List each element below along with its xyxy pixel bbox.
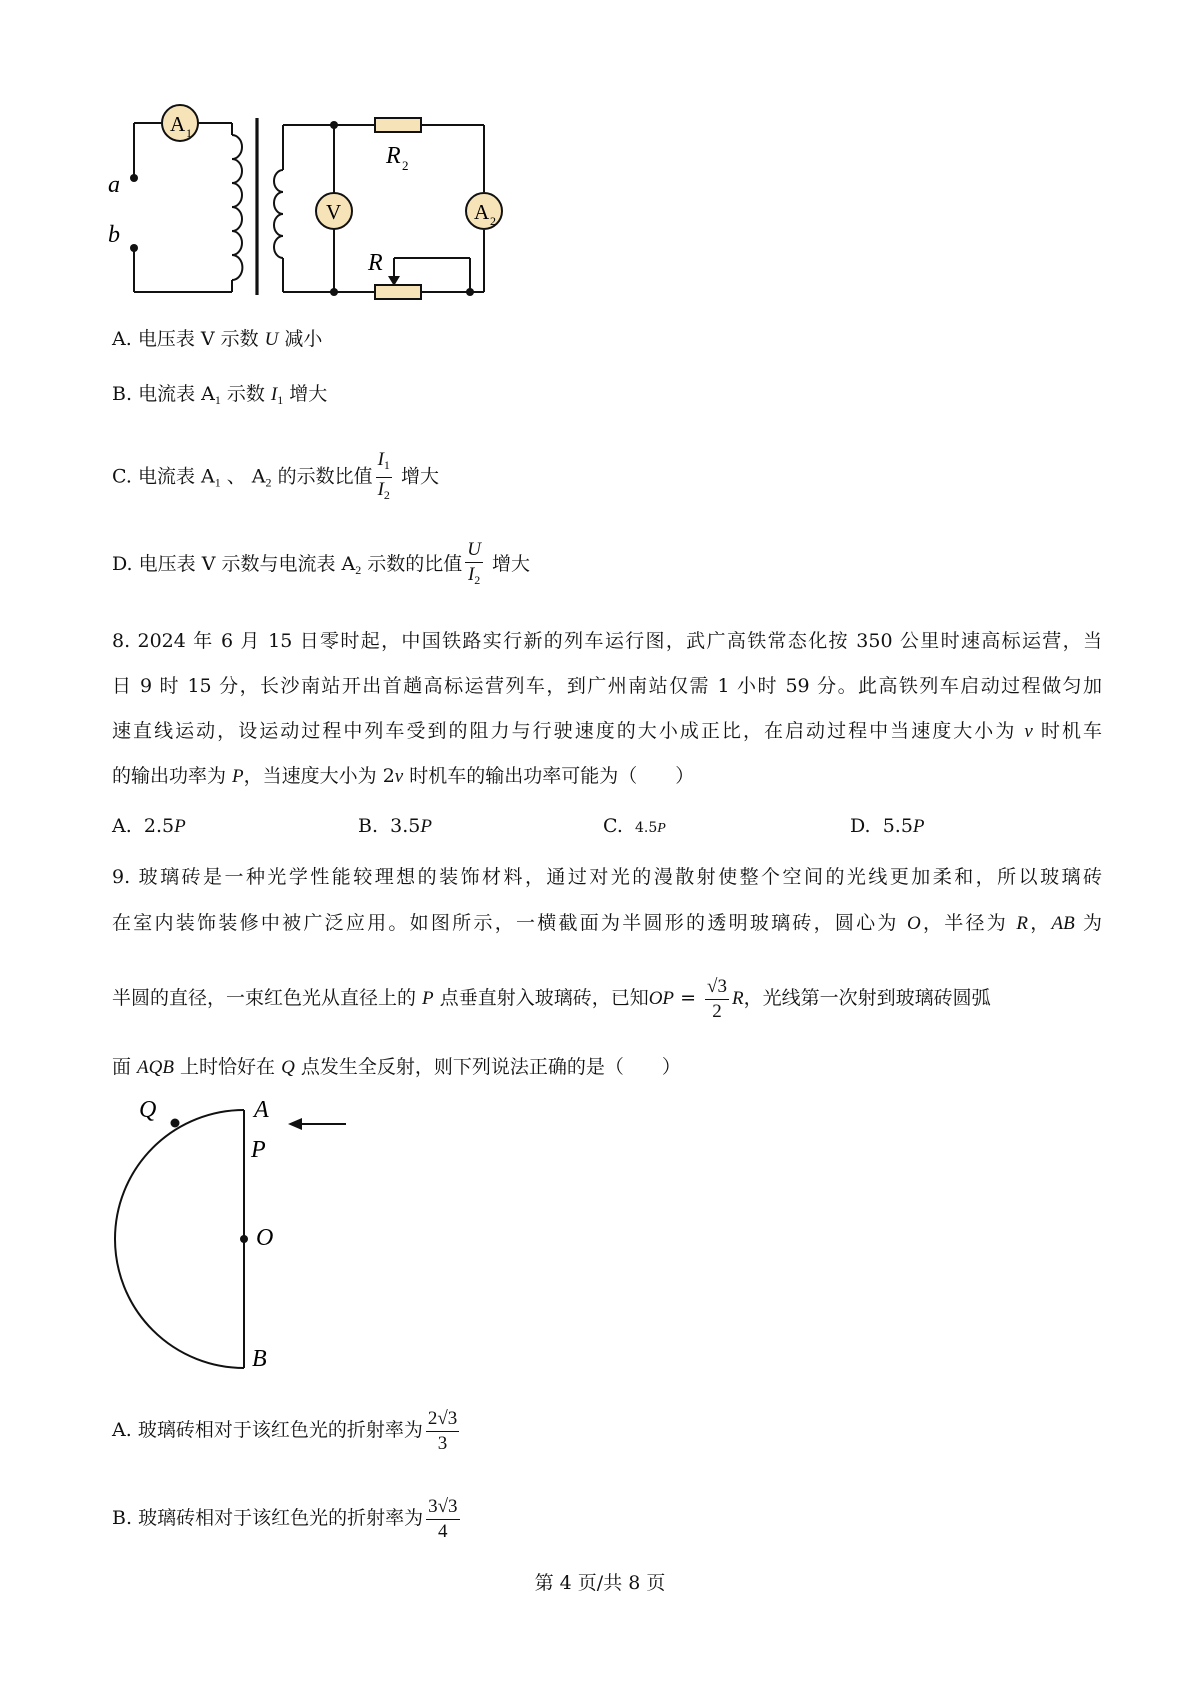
- ammeter-a1: [162, 105, 198, 141]
- terminal-a-dot: [130, 174, 138, 182]
- semicircle-glass-diagram: [100, 1090, 360, 1370]
- q9-line-3: 半圆的直径，一束红色光从直径上的 P 点垂直射入玻璃砖，已知OP = $\frac{√3}{2}$ R，光线第一次射到玻璃砖圆弧: [112, 975, 991, 1022]
- svg-text:V: V: [326, 200, 342, 224]
- svg-text:A: A: [170, 112, 186, 136]
- terminal-b-dot: [130, 244, 138, 252]
- voltmeter-v: [316, 193, 352, 229]
- ratio-i1-i2: $\frac{I_1}{I_2}$: [377, 449, 390, 502]
- rheostat-r: [375, 285, 421, 299]
- q8-option-a: A. 2.5P: [112, 815, 186, 837]
- terminal-a-label: a: [108, 172, 120, 198]
- page-footer: 第 4 页/共 8 页: [534, 1572, 666, 1594]
- rheostat-r-label: R: [368, 250, 383, 276]
- q9-option-b: B. 玻璃砖相对于该红色光的折射率为 $\frac{3√3}{4}$: [112, 1495, 458, 1542]
- svg-text:1: 1: [186, 126, 192, 140]
- op-fraction: $\frac{√3}{2}$: [707, 975, 727, 1022]
- q7-option-d: D. 电压表 V 示数与电流表 $A_2$ 示数的比值 $\frac{U}{I_2}$ 增大: [112, 536, 530, 598]
- point-p-label: P: [251, 1137, 266, 1163]
- ammeter-a2: [466, 193, 502, 229]
- q8-option-c: C. 4.5P: [603, 815, 666, 837]
- resistor-r2: [375, 118, 421, 132]
- q9-line-4: 面 AQB 上时恰好在 Q 点发生全反射，则下列说法正确的是（ ）: [112, 1056, 681, 1078]
- light-ray-arrowhead: [288, 1118, 302, 1130]
- point-a-label: A: [254, 1097, 269, 1123]
- point-o-label: O: [256, 1225, 274, 1251]
- q8-line-1: 8. 2024 年 6 月 15 日零时起，中国铁路实行新的列车运行图，武广高铁常态化按 350 公里时速高标运营，当: [112, 630, 1102, 652]
- resistor-r2-label: R: [386, 143, 401, 169]
- q7-option-c: C. 电流表 $A_1$ 、 $A_2$ 的示数比值 $\frac{I_1}{I_2}$ 增大: [112, 448, 439, 511]
- transformer-circuit-diagram: [95, 95, 495, 300]
- q9-line-1: 9. 玻璃砖是一种光学性能较理想的装饰材料，通过对光的漫散射使整个空间的光线更加柔和，所以玻璃砖: [112, 866, 1102, 888]
- q8-option-d: D. 5.5P: [850, 815, 925, 837]
- point-b-label: B: [252, 1346, 267, 1372]
- refractive-index-b: $\frac{3√3}{4}$: [428, 1495, 458, 1542]
- q8-option-b: B. 3.5P: [358, 815, 432, 837]
- q8-line-4: 的输出功率为 P，当速度大小为 2v 时机车的输出功率可能为（ ）: [112, 765, 695, 787]
- q8-line-2: 日 9 时 15 分，长沙南站开出首趟高标运营列车，到广州南站仅需 1 小时 59 分。此高铁列车启动过程做匀加: [112, 675, 1102, 697]
- point-q-label: Q: [139, 1097, 157, 1123]
- refractive-index-a: $\frac{2√3}{3}$: [427, 1407, 458, 1454]
- q9-option-a: A. 玻璃砖相对于该红色光的折射率为 $\frac{2√3}{3}$: [112, 1407, 458, 1454]
- svg-text:2: 2: [402, 158, 409, 173]
- q7-option-b: B. 电流表 $A_1$ 示数 $I_1$ 增大: [112, 383, 328, 407]
- terminal-b-label: b: [108, 222, 120, 248]
- ratio-u-i2: $\frac{U}{I_2}$: [467, 539, 481, 587]
- svg-text:2: 2: [490, 214, 496, 228]
- q9-line-2: 在室内装饰装修中被广泛应用。如图所示，一横截面为半圆形的透明玻璃砖，圆心为 O，半径为 R，AB 为: [112, 912, 1102, 934]
- q7-option-a: A. 电压表 V 示数 U 减小: [112, 328, 323, 350]
- q8-line-3: 速直线运动，设运动过程中列车受到的阻力与行驶速度的大小成正比，在启动过程中当速度大小为 v 时机车: [112, 720, 1102, 742]
- svg-text:A: A: [474, 200, 490, 224]
